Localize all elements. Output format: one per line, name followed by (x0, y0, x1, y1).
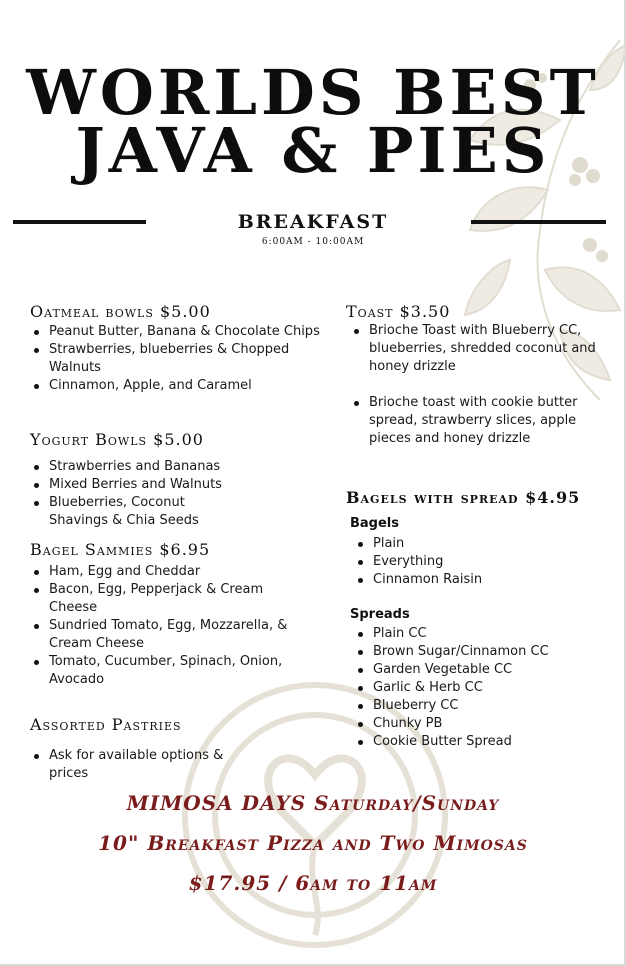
shop-name-line1: WORLDS BEST (26, 56, 600, 129)
pastries-title: Assorted Pastries (30, 715, 182, 734)
list-item: Blueberry CC (354, 697, 604, 715)
list-item: Brioche toast with cookie butter spread, strawberry slices, apple pieces and honey drizzle (350, 394, 600, 448)
oatmeal-title: Oatmeal bowls $5.00 (30, 302, 211, 321)
list-item: Tomato, Cucumber, Spinach, Onion, Avocado (30, 653, 315, 689)
toast-title: Toast $3.50 (346, 302, 451, 321)
list-item: Strawberries and Bananas (30, 458, 230, 476)
list-item: Ham, Egg and Cheddar (30, 563, 315, 581)
list-item: Garden Vegetable CC (354, 661, 604, 679)
list-item: Ask for available options & prices (30, 747, 245, 783)
list-item: Cinnamon, Apple, and Caramel (30, 377, 320, 395)
spreads-subhead: Spreads (350, 607, 410, 622)
yogurt-title: Yogurt Bowls $5.00 (30, 430, 204, 449)
list-item: Strawberries, blueberries & Chopped Walnuts (30, 341, 320, 377)
list-item: Bacon, Egg, Pepperjack & Cream Cheese (30, 581, 315, 617)
bagels-list (354, 535, 594, 589)
list-item: Brown Sugar/Cinnamon CC (354, 643, 604, 661)
shop-name-line2: JAVA & PIES (75, 114, 551, 187)
list-item: Garlic & Herb CC (354, 679, 604, 697)
list-item: Brioche Toast with Blueberry CC, blueberries, shredded coconut and honey drizzle (350, 322, 600, 376)
list-item: Mixed Berries and Walnuts (30, 476, 230, 494)
sammies-list (30, 563, 315, 689)
sammies-title: Bagel Sammies $6.95 (30, 540, 211, 559)
toast-list (350, 322, 600, 448)
list-item: Peanut Butter, Banana & Chocolate Chips (30, 323, 320, 341)
pastries-list (30, 747, 245, 783)
menu-hours: 6:00AM - 10:00AM (261, 237, 365, 247)
yogurt-list (30, 458, 230, 530)
promo-line1: MIMOSA DAYS Saturday/Sunday (126, 791, 500, 815)
list-item: Sundried Tomato, Egg, Mozzarella, & Cream Cheese (30, 617, 315, 653)
list-item: Plain CC (354, 625, 604, 643)
list-item: Chunky PB (354, 715, 604, 733)
list-item: Blueberries, Coconut Shavings & Chia Seeds (30, 494, 230, 530)
bagels-title: Bagels with spread $4.95 (346, 488, 581, 507)
list-item: Everything (354, 553, 594, 571)
spreads-list (354, 625, 604, 751)
oatmeal-list (30, 323, 320, 395)
list-item: Cinnamon Raisin (354, 571, 594, 589)
menu-heading: BREAKFAST (237, 211, 389, 233)
promo-line3: $17.95 / 6am to 11am (188, 871, 438, 895)
promo-line2: 10" Breakfast Pizza and Two Mimosas (98, 831, 528, 855)
bagels-subhead: Bagels (350, 516, 399, 531)
list-item: Plain (354, 535, 594, 553)
list-item: Cookie Butter Spread (354, 733, 604, 751)
